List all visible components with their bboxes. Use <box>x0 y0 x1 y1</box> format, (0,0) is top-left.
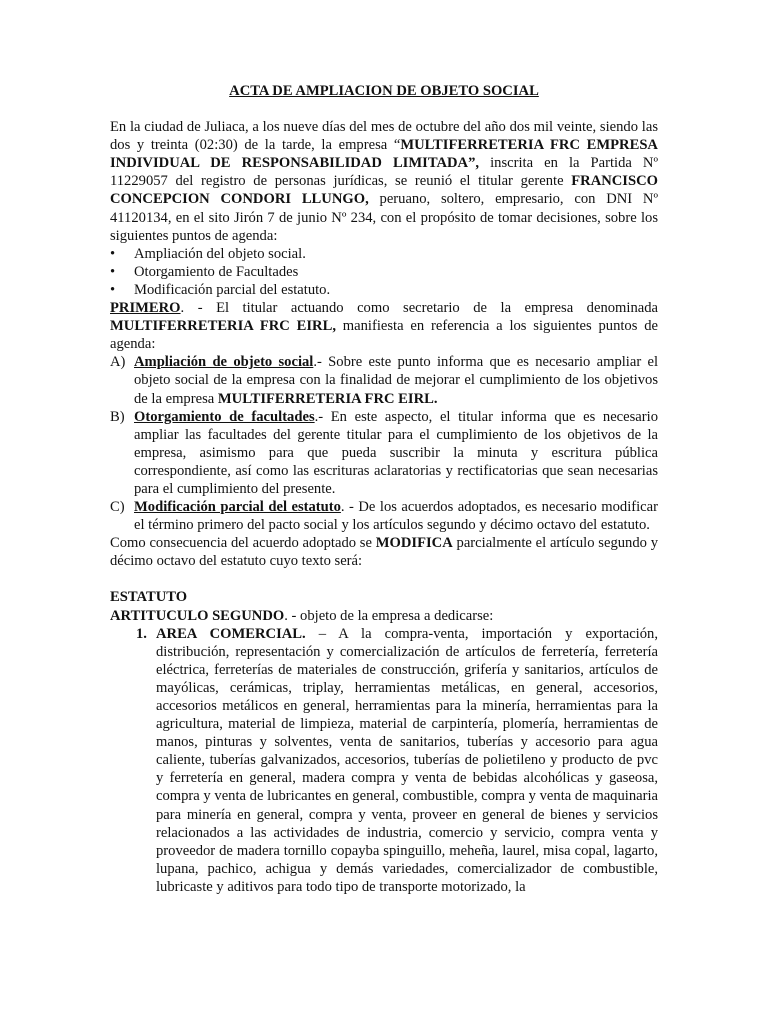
agenda-item <box>110 245 658 263</box>
point-letter: B) <box>110 408 125 425</box>
item-number: 1. <box>136 625 147 642</box>
agenda-list <box>110 245 658 299</box>
point-heading: Modificación parcial del estatuto <box>134 499 341 516</box>
agenda-point <box>110 498 658 534</box>
company-short-name: MULTIFERRETERIA FRC EIRL, <box>110 318 336 335</box>
spacer <box>110 570 658 588</box>
agenda-point <box>110 408 658 498</box>
company-full-name: MULTIFERRETERIA FRC EMPRESA INDIVIDUAL DE RESPONSABILIDAD LIMITADA”, <box>110 137 658 172</box>
agenda-item-text: Ampliación del objeto social. <box>134 245 306 262</box>
agenda-item <box>110 263 658 281</box>
modifica-keyword: MODIFICA <box>375 535 453 552</box>
point-bold-tail: MULTIFERRETERIA FRC EIRL. <box>217 390 438 407</box>
intro-text-3: peruano, soltero, empresario, con DNI Nº 41120134, en el sito Jirón 7 de junio Nº 234, con el propósito de tomar decisiones, sobre los siguientes puntos de agenda: <box>110 191 658 244</box>
document-title: ACTA DE AMPLIACION DE OBJETO SOCIAL <box>229 83 539 99</box>
point-text: . - De los acuerdos adoptados, es necesario modificar el término primero del pacto social y los artículos segundo y décimo octavo del estatuto. <box>134 499 658 534</box>
consequence-text-2: parcialmente el artículo segundo y décimo octavo del estatuto cuyo texto será: <box>110 535 658 570</box>
estatuto-heading-text: ESTATUTO <box>110 589 188 606</box>
article-items-list <box>110 625 658 896</box>
point-letter: A) <box>110 354 126 371</box>
bullet-icon: • <box>110 263 116 280</box>
article-text: . - objeto de la empresa a dedicarse: <box>284 607 494 624</box>
article-line <box>110 607 658 625</box>
estatuto-heading <box>110 588 658 606</box>
point-letter: C) <box>110 499 125 516</box>
item-heading: AREA COMERCIAL. <box>156 625 306 642</box>
intro-text-1: En la ciudad de Juliaca, a los nueve días del mes de octubre del año dos mil veinte, siendo las dos y treinta (02:30) de la tarde, la empresa “ <box>110 119 658 154</box>
manager-name: FRANCISCO CONCEPCION CONDORI LLUNGO, <box>110 173 658 208</box>
primero-label: PRIMERO <box>110 300 181 317</box>
item-text: – A la compra-venta, importación y exportación, distribución, representación y comercialización de artículos de ferretería, ferretería eléctrica, ferreterías de materiales de construcción, grifería y sanitarios, artículos de mayólicas, cerámicas, triplay, herramientas metálicas, en general, accesorios, accesorios metálicos en general, herramientas para la minería, herramientas para la agricultura, material de limpieza, material de carpintería, plomería, herramientas de manos, pinturas y solventes, venta de sanitarios, tuberías y accesorio para agua caliente, tuberías galvanizados, accesorios, tuberías de polietileno y producto de pvc y ferretería en general, madera compra y venta de bebidas alcohólicas y gaseosa, compra y venta de lubricantes en general, combustible, compra y venta de maquinaria para minería en general, compra y venta, proveer en general de bienes y servicios relacionados a las actividades de industria, comercio y servicio, compra venta y proveedor de madera tornillo copayba spinguillo, meheña, laurel, misa copal, lagarto, lupana, pachico, achigua y demás variedades, comercializador de combustible, lubricaste y aditivos para todo tipo de transporte motorizado, la <box>156 625 658 895</box>
intro-text-2: inscrita en la Partida Nº 11229057 del registro de personas jurídicas, se reunió el titular gerente <box>110 155 658 190</box>
consequence-paragraph <box>110 534 658 570</box>
consequence-text-1: Como consecuencia del acuerdo adoptado se <box>110 535 376 552</box>
agenda-points-list <box>110 353 658 534</box>
point-heading: Otorgamiento de facultades <box>134 408 315 425</box>
bullet-icon: • <box>110 281 116 298</box>
primero-text-1: . - El titular actuando como secretario de la empresa denominada <box>180 300 658 317</box>
agenda-item <box>110 281 658 299</box>
agenda-point <box>110 353 658 407</box>
article-label: ARTITUCULO SEGUNDO <box>110 607 285 624</box>
point-text: .- En este aspecto, el titular informa que es necesario ampliar las facultades del gerente titular para el cumplimiento de los objetivos de la empresa, asimismo para que pueda suscribir la minuta y escritura pública correspondiente, así como las escrituras aclaratorias y rectificatorias que sean necesarias para el cumplimiento del presente. <box>134 408 658 497</box>
agenda-item-text: Modificación parcial del estatuto. <box>134 281 331 298</box>
agenda-item-text: Otorgamiento de Facultades <box>134 263 299 280</box>
primero-text-2: manifiesta en referencia a los siguientes puntos de agenda: <box>110 318 658 353</box>
intro-paragraph <box>110 118 658 245</box>
bullet-icon: • <box>110 245 116 262</box>
point-text: .- Sobre este punto informa que es necesario ampliar el objeto social de la empresa con la finalidad de mejorar el cumplimiento de los objetivos de la empresa <box>134 354 658 407</box>
document-body <box>110 82 658 896</box>
primero-paragraph <box>110 299 658 353</box>
point-heading: Ampliación de objeto social <box>134 354 314 371</box>
article-item <box>110 625 658 896</box>
